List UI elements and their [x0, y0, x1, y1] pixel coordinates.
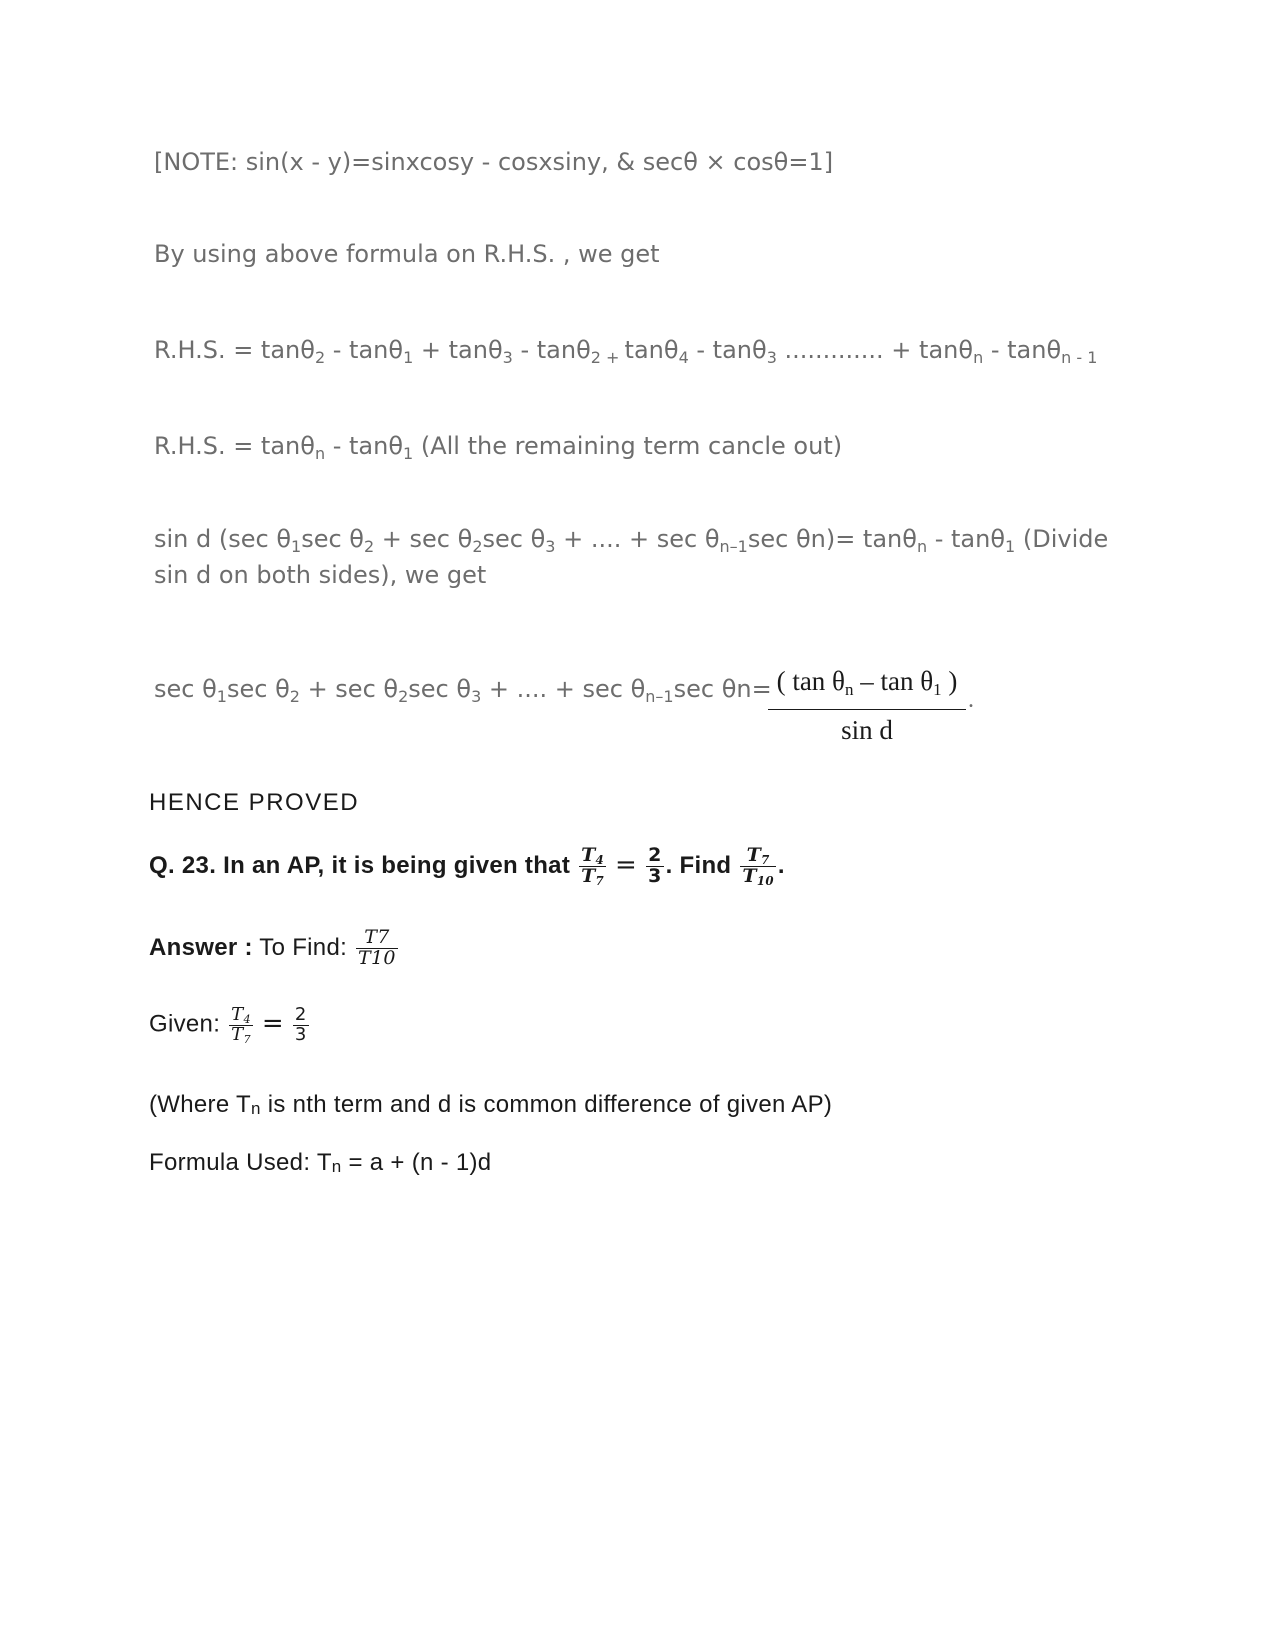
- question-fraction-2-3: $\frac{2}{3}$: [648, 844, 662, 887]
- rhs-simplified: R.H.S. = tanθ$_n$ - tanθ$_1$ (All the remaining term cancle out): [154, 432, 843, 463]
- result-lhs: $\sec \theta_1\sec$ $\theta_2 + \sec \theta_2\sec$ $\theta_3$ + .... + $\sec \theta_{n-1}\sec$ θn=: [154, 675, 772, 706]
- result-period: .: [968, 687, 974, 713]
- formula-intro: By using above formula on R.H.S. , we get: [154, 240, 660, 268]
- where-note: (Where Tn is nth term and d is common difference of given AP): [149, 1091, 833, 1118]
- question-fraction-t4-t7: $\frac{T_4}{T_7}$: [581, 844, 605, 888]
- result-fraction-bar: [768, 709, 966, 710]
- result-numerator: ( $\tan \theta_n$ – $\tan \theta_1$ ): [776, 666, 958, 699]
- note-text: [NOTE: sin(x - y)=sinxcosy - cosxsiny, & secθ × cosθ=1]: [154, 148, 834, 176]
- sum-line-1: sin d (sec $\theta_1\sec$ $\theta_2 + \sec \theta_2\sec$ $\theta_3$ + .... + $\sec \theta_{n-1}\sec$ θn)= tanθ$_n$ - tanθ$_1$ (Divide: [154, 525, 1109, 556]
- rhs-expansion: R.H.S. = tanθ$_2$ - tanθ$_1$ + tanθ$_3$ - tanθ$_2$ $_+$ tanθ$_4$ - tanθ$_3$ ............. + tanθ$_n$ - tanθ$_{n - 1}$: [154, 336, 1098, 367]
- answer-line: Answer : To Find: $\frac{T7}{T10}$: [149, 926, 396, 969]
- result-denominator: sin d: [841, 715, 893, 745]
- answer-fraction: $\frac{T7}{T10}$: [358, 926, 396, 969]
- given-fraction-2-3: $\frac{2}{3}$: [294, 1004, 307, 1045]
- formula-used: Formula Used: Tn = a + (n - 1)d: [149, 1149, 492, 1176]
- question-23: Q. 23. In an AP, it is being given that $\frac{T_4}{T_7}$ = $\frac{2}{3}$ . Find $\frac{T_7}{T_{10}}$ .: [149, 844, 785, 888]
- sum-line-2: sin d on both sides), we get: [154, 561, 487, 589]
- hence-proved: HENCE PROVED: [149, 789, 360, 816]
- question-fraction-t7-t10: $\frac{T_7}{T_{10}}$: [742, 844, 774, 888]
- given-fraction-t4-t7: $\frac{T_4}{T_7}$: [231, 1004, 251, 1046]
- given-line: Given: $\frac{T_4}{T_7}$ = $\frac{2}{3}$: [149, 1004, 307, 1046]
